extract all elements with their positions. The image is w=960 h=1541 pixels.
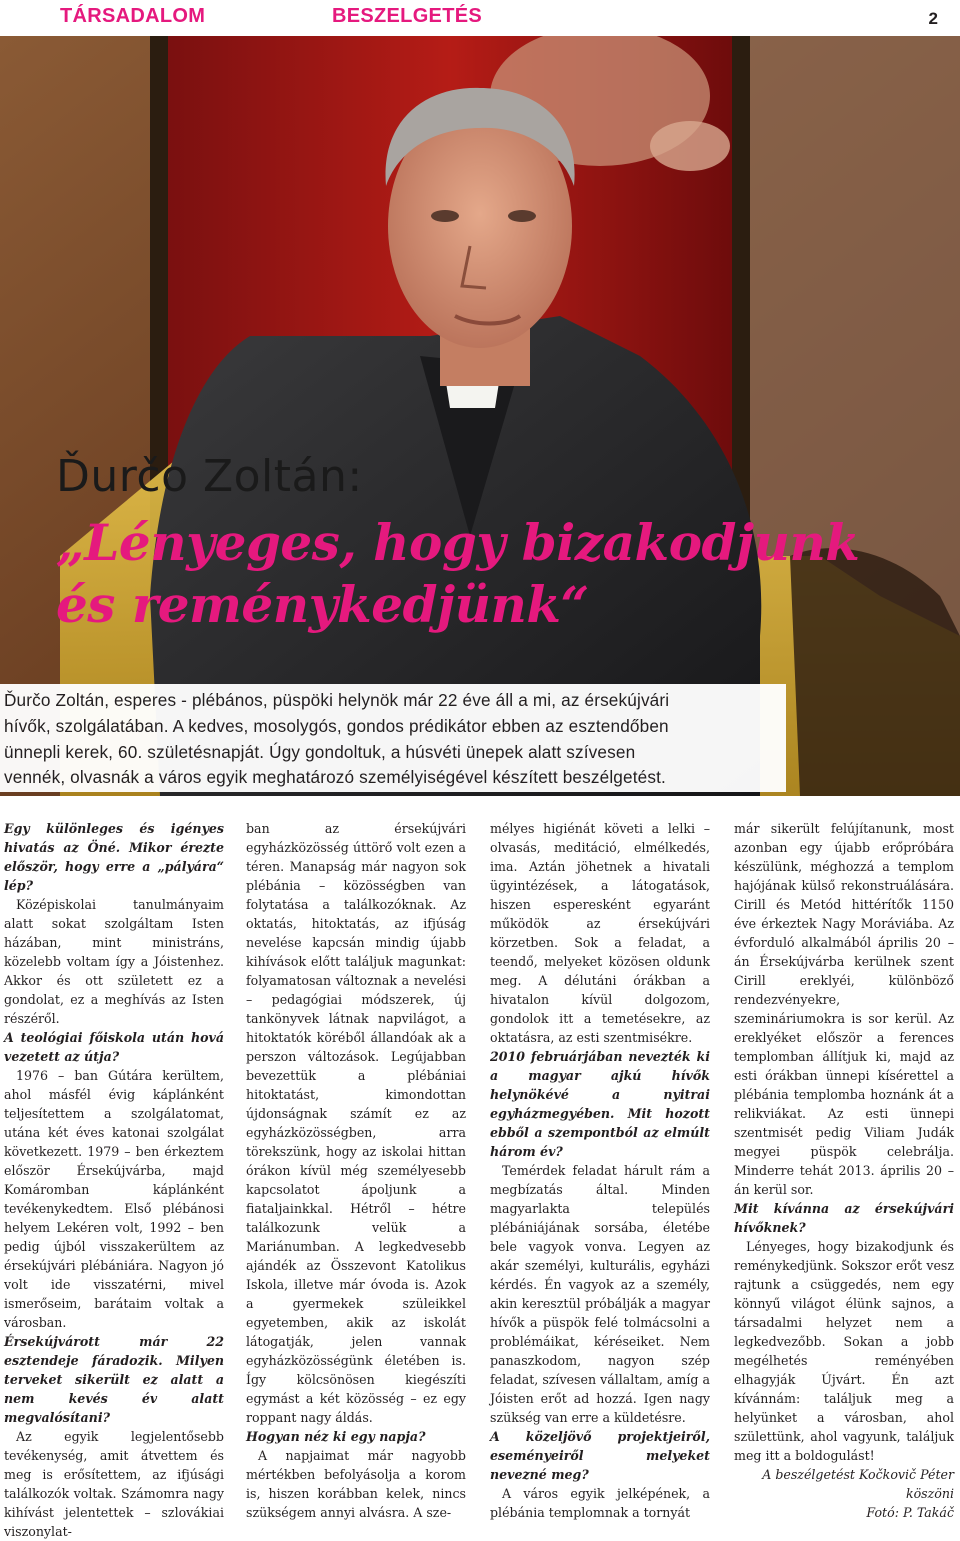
interview-question: Mit kívánna az érsekújvári hívőknek? (734, 1201, 954, 1235)
lead-line: Ďurčo Zoltán, esperes - plébános, püspöki helynök már 22 éve áll a mi, az érsekújvári (4, 690, 670, 710)
lead-line: hívők, szolgálatában. A kedves, mosolygós, gondos prédikátor ebben az esztendőben (4, 715, 669, 736)
interview-answer: A város egyik jelképének, a plébánia templomnak a tornyát (490, 1486, 710, 1520)
lead-line: ünnepli kerek, 60. születésnapját. Úgy gondoltuk, a húsvéti ünepek alatt szívesen (4, 741, 636, 762)
interview-question: A teológiai főiskola után hová vezetett az útja? (4, 1030, 224, 1064)
interview-question: Hogyan néz ki egy napja? (246, 1429, 426, 1444)
article-column-1 (4, 819, 224, 1541)
page-number: 2 (928, 9, 938, 28)
interview-answer: már sikerült felújítanunk, most azonban egy újabb erőpróbára készülünk, méghozzá a templom hajójának külső rekonstruálására. Cirill és Metód hittérítők 1150 éve érkeztek Nagy Moráviába. Az évforduló alkalmából április 20 – án Érsekújvárba kerülnek szent Cirill ereklyéi, különböző rendezvényekre, szemináriumokra is sor kerül. Az ereklyéket először a ferences templomban állítjuk ki, majd az esti órákban ünnepi kísérettel a plébánia templomba hoznánk át a relikviákat. Az esti ünnepi szentmisét pedig Viliam Judák megyei püspök celebrálja. Minderre tehát 2013. április 20 – án kerül sor. (734, 821, 954, 1197)
article-column-3 (490, 819, 710, 1522)
interview-answer: 1976 – ban Gútára kerültem, ahol másfél évig káplánként teljesítettem a szolgálatomat, utána két éves katonai szolgálat következett. 1979 – ben érkeztem először Érsekújvárba, majd Komáromban káplánként tevékenykedtem. Első plébánosi helyem Lekéren volt, 1992 – ben pedig újból visszakerültem az érsekújvári plébániára. Nagyon jó volt ide visszatérni, mivel ismerőseim, barátaim voltak a városban. (4, 1068, 224, 1330)
interview-answer: ban az érsekújvári egyházközösség úttörő volt ezen a téren. Manapság már nagyon sok plébánia – közösségben van folytatása a találkozóknak. Az oktatás, hitoktatás, az ifjúság nevelése kapcsán mindig újabb kihívások előtt találjuk magunkat: folyamatosan változnak a nevelési – pedagógiai módszerek, új tankönyvek látnak napvilágot, a hitoktatók köréből állandóak ak a perszon változások. Legújabban bevezettük a plébániai hitoktatást, kimondottan újdonságnak számít ez az egyházközösségben, arra törekszünk, hogy az iskolai hittan órákon kívül még személyesebb kapcsolatot ápoljunk a fiataljainkkal. Hétről – hétre találkozunk velük a Mariánumban. A legkedvesebb ajándék az Összevont Katolikus Iskola, illetve már óvoda is. Azok a gyermekek szüleikkel egyetemben, akik az iskolát látogatják, jelen vannak egyházközösségünk életében is. Így kölcsönösen kiegészíti egymást a két közösség – ez egy roppant nagy áldás. (246, 821, 466, 1425)
article-column-2 (246, 819, 466, 1522)
interview-answer: mélyes higiénát követi a lelki – olvasás, meditáció, elmélkedés, ima. Aztán jöhetnek a hivatali ügyintézések, a látogatások, hiszen esperesként egyaránt működök az érsekújvári körzetben. Sok a feladat, a teendő, melyeket közösen oldunk meg. A délutáni órákban a hivatalon kívül dolgozom, gondolok itt a temetésekre, az oktatásra, az esti szentmisékre. (490, 821, 710, 1045)
portrait-illustration (0, 36, 960, 796)
section-label: TÁRSADALOM (60, 5, 206, 27)
interview-question: 2010 februárjában nevezték ki a magyar ajkú hívők helynökévé a nyitrai egyházmegyében. Mit hozott ebből a szempontból az elmúlt három év? (490, 1049, 710, 1159)
interview-answer: Középiskolai tanulmányaim alatt sokat szolgáltam Isten házában, mint ministráns, közelebb voltam így a Jóistenhez. Akkor és ott született ez a gondolat, ez a meghívás az Isten részéről. (4, 897, 224, 1026)
headline-quote-line: „Lényeges, hogy bizakodjunk (56, 513, 860, 572)
lead-line: vennék, olvasnák a város egyik meghatározó személyiségével készített beszélgetést. (4, 767, 666, 788)
interview-answer: A napjaimat már nagyobb mértékben befolyásolja a korom is, hiszen korábban kelek, nincs szükségem annyi alvásra. A sze- (246, 1448, 466, 1520)
credit-line: Fotó: P. Takáč (866, 1505, 954, 1520)
interviewee-name: Ďurčo Zoltán: (56, 451, 363, 502)
headline-quote-line: és reménykedjünk“ (56, 575, 589, 634)
portrait-photo (0, 36, 960, 796)
lead-paragraph (0, 684, 960, 794)
interview-answer: Temérdek feladat hárult rám a megbízatás által. Minden magyarlakta település plébániájának sorsába, életébe bele vagyok vonva. Legyen az akár személyi, kulturális, egyházi kérdés. Én vagyok az a személy, akin keresztül próbálják a magyar hívők a püspök felé tolmácsolni a problémáikat, kéréseiket. Nem panaszkodom, nagyon szép feladat, szívesen vállaltam, amíg a Jóisten erőt ad hozzá. Igen nagy szükség van erre a küldetésre. (490, 1163, 710, 1425)
article-column-4 (734, 819, 954, 1522)
headline (56, 452, 936, 636)
interview-answer: Lényeges, hogy bizakodjunk és reménykedjünk. Sokszor erőt vesz rajtunk a csüggedés, nem egy könnyű világot élünk sajnos, a társadalmi helyzet nem a legkedvezőbb. Sokan a jobb megélhetés reményében elhagyják Újvárt. Én azt kívánnám: találjuk meg a helyünket a városban, ahol születtünk, ahol vagyunk, találjuk meg itt a boldogulást! (734, 1239, 954, 1463)
headline-quote (56, 512, 936, 636)
interview-question: Érsekújvárott már 22 esztendeje fáradozik. Milyen terveket sikerült ez alatt a nem kevés év alatt megvalósítani? (4, 1334, 224, 1425)
interview-question: A közeljövő projektjeiről, eseményeiről melyeket nevezné meg? (490, 1429, 710, 1482)
interview-question: Egy különleges és igényes hivatás az Öné. Mikor érezte először, hogy erre a „pályára“ lép? (4, 821, 224, 893)
credit-line: A beszélgetést Kočkovič Péter köszöni (762, 1467, 954, 1501)
subsection-label: BESZELGETÉS (332, 5, 482, 27)
lead-text (4, 688, 794, 791)
page-header (0, 0, 960, 36)
interview-answer: Az egyik legjelentősebb tevékenység, amit átvettem és meg is erősítettem, az ifjúsági találkozók voltak. Számomra nagy kihívást jelentettek – szlovákiai viszonylat- (4, 1429, 224, 1539)
